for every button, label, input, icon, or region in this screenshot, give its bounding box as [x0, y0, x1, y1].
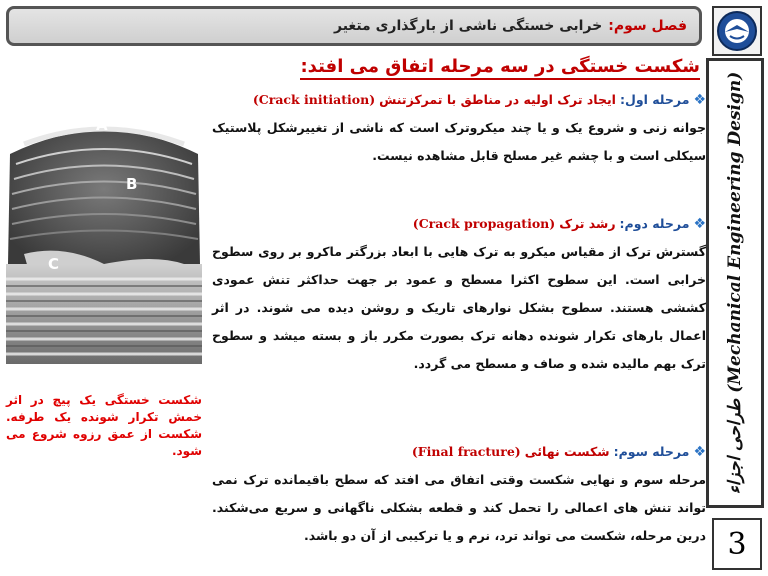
- diamond-bullet-icon: ❖: [693, 216, 706, 232]
- chapter-label: فصل سوم:: [608, 18, 687, 34]
- stage-2-text: گسترش ترک از مقیاس میکرو به ترک هایی با ابعاد بزرگتر ماکرو بر روی سطوح خرابی است. این سطوح اکثرا مسطح و عمود بر جهت حداکثر تنش عمودی کششی هستند. سطوح بشکل نوارهای تاریک و روشن دیده می شوند. در اثر اعمال بارهای تکرار شونده دهانه ترک بصورت مکرر باز و بسته میشد و سطوح ترک بهم مالیده شده و صاف و مسطح می گردد.: [212, 244, 706, 371]
- chapter-header: [6, 6, 702, 46]
- stage-name: ایجاد ترک اولیه در مناطق با تمرکزتنش: [379, 92, 616, 107]
- page-number: 3: [712, 518, 762, 570]
- label-b: B: [126, 175, 138, 193]
- stage-3-text: مرحله سوم و نهایی شکست وقتی اتفاق می افتد که سطح باقیمانده ترک نمی تواند تنش های اعمالی را تحمل کند و قطعه بشکلی ناگهانی و سریع می‌شکند. درین مرحله، شکست می تواند ترد، نرم و یا ترکیبی از آن دو باشد.: [212, 472, 706, 543]
- stage-1-text: جوانه زنی و شروع یک و یا چند میکروترک است که ناشی از تغییرشکل پلاستیک سیکلی است و با چشم غیر مسلح قابل مشاهده نیست.: [212, 120, 706, 163]
- label-a: A: [96, 116, 108, 134]
- label-c: C: [48, 255, 60, 273]
- stage-english-name: (Crack propagation): [412, 216, 556, 231]
- fatigue-fracture-photo: [4, 114, 204, 376]
- chapter-subject: خرابی خستگی ناشی از بارگذاری متغیر: [334, 18, 603, 34]
- figure-caption: شکست خستگی یک پیچ در اثر خمش تکرار شونده یک طرفه. شکست از عمق رزوه شروع می شود.: [6, 393, 202, 458]
- emblem-icon: [716, 10, 758, 52]
- stage-name: شکست نهائی: [524, 444, 610, 459]
- main-title: شکست خستگی در سه مرحله اتفاق می افتد:: [300, 56, 700, 80]
- course-sidebar: [706, 58, 764, 508]
- stage-label: مرحله اول:: [619, 92, 690, 107]
- stage-1-heading: [212, 86, 706, 114]
- stage-name: رشد ترک: [559, 216, 616, 231]
- stage-label: مرحله سوم:: [613, 444, 690, 459]
- stage-2-section: [212, 210, 706, 378]
- diamond-bullet-icon: ❖: [693, 92, 706, 108]
- university-logo: [712, 6, 762, 56]
- stage-1-section: [212, 86, 706, 170]
- stage-english-name: (Crack initiation): [252, 92, 376, 107]
- stage-label: مرحله دوم:: [619, 216, 690, 231]
- stage-2-heading: [212, 210, 706, 238]
- course-title: طراحی اجزاء (Mechanical Engineering Design): [725, 71, 745, 495]
- stage-3-section: [212, 438, 706, 550]
- diamond-bullet-icon: ❖: [693, 444, 706, 460]
- stage-english-name: (Final fracture): [411, 444, 521, 459]
- stage-3-heading: [212, 438, 706, 466]
